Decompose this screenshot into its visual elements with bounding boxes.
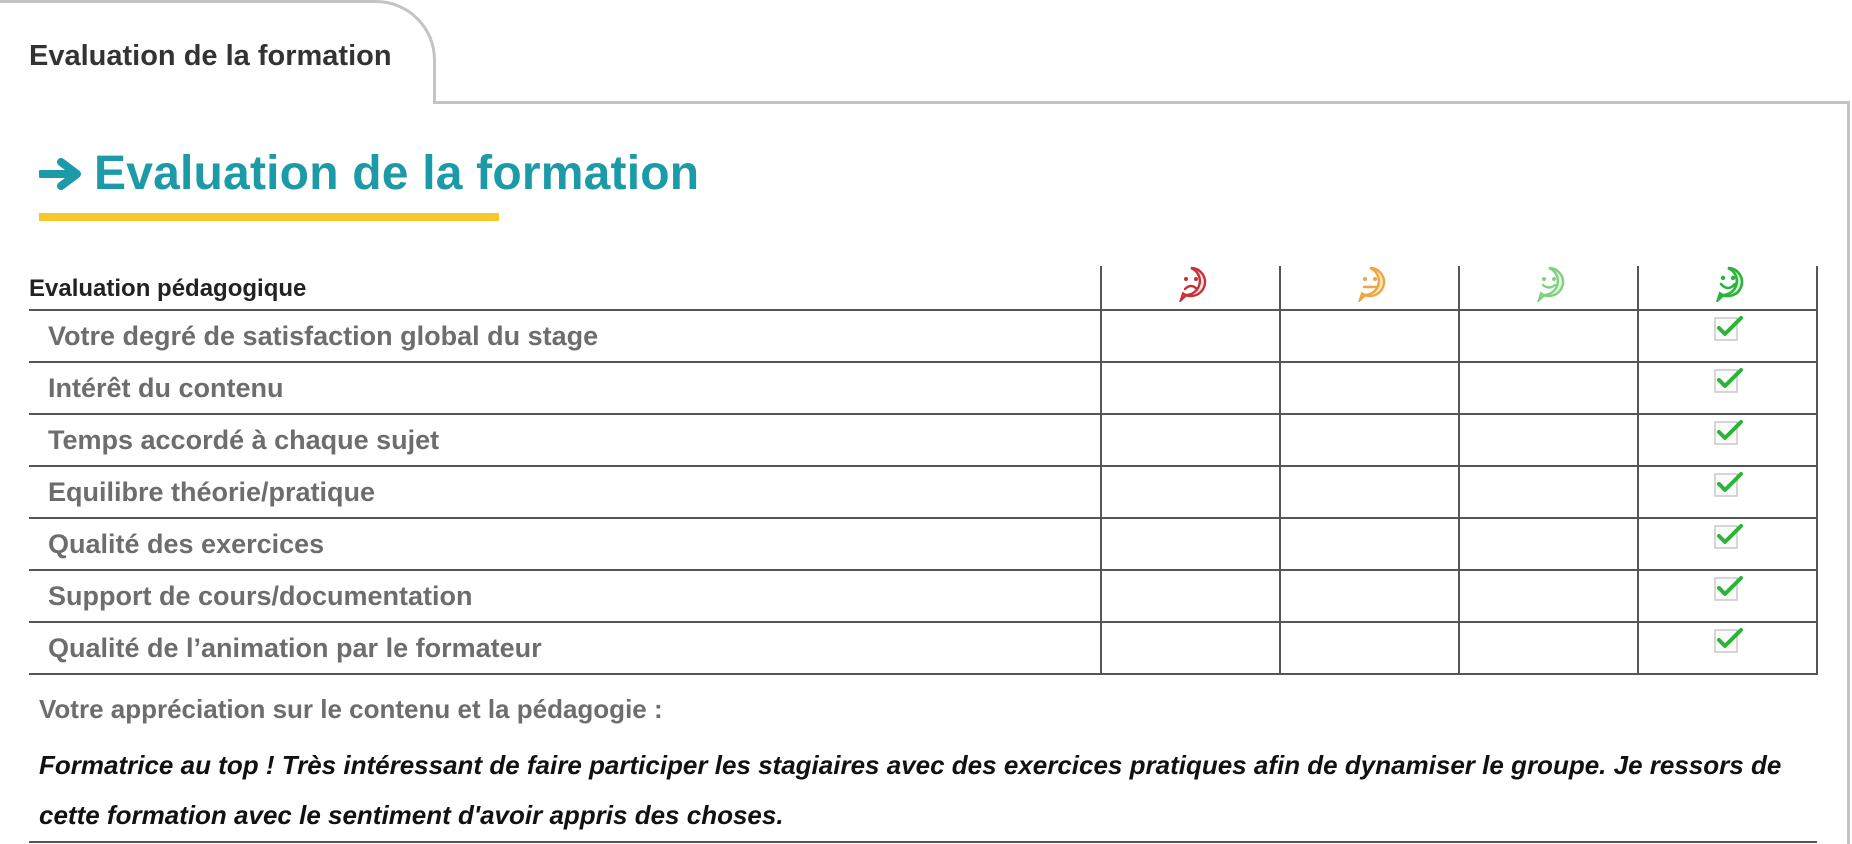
rating-cell-neutral[interactable]: [1280, 414, 1459, 466]
rating-cell-satisfied[interactable]: [1459, 362, 1638, 414]
checkbox-checked-icon: [1712, 521, 1744, 553]
rating-cell-satisfied[interactable]: [1459, 310, 1638, 362]
rating-cell-satisfied[interactable]: [1459, 570, 1638, 622]
criterion-label: Qualité de l’animation par le formateur: [29, 622, 1101, 674]
checkbox-checked-icon: [1712, 417, 1744, 449]
page-title: Evaluation de la formation: [94, 147, 700, 200]
criterion-label: Equilibre théorie/pratique: [29, 466, 1101, 518]
rating-header-neutral: [1280, 266, 1459, 310]
rating-cell-very-dissatisfied[interactable]: [1101, 362, 1280, 414]
rating-cell-satisfied[interactable]: [1459, 414, 1638, 466]
table-row: [29, 362, 1817, 414]
table-row: [29, 622, 1817, 674]
criterion-label: Qualité des exercices: [29, 518, 1101, 570]
rating-cell-very-dissatisfied[interactable]: [1101, 622, 1280, 674]
rating-cell-very-satisfied[interactable]: [1638, 362, 1817, 414]
appreciation-label: Votre appréciation sur le contenu et la pédagogie :: [39, 694, 663, 724]
rating-header-satisfied: [1459, 266, 1638, 310]
criterion-label: Temps accordé à chaque sujet: [29, 414, 1101, 466]
rating-cell-neutral[interactable]: [1280, 622, 1459, 674]
rating-cell-neutral[interactable]: [1280, 310, 1459, 362]
checkbox-checked-icon: [1712, 313, 1744, 345]
table-row: [29, 310, 1817, 362]
rating-header-very-satisfied: [1638, 266, 1817, 310]
bottom-divider: [29, 841, 1817, 843]
appreciation-text: Formatrice au top ! Très intéressant de faire participer les stagiaires avec des exercices pratiques afin de dynamiser le groupe. Je ressors de cette formation avec le sentiment d'avoir appris des choses.: [39, 750, 1782, 830]
checkbox-checked-icon: [1712, 365, 1744, 397]
criterion-label: Intérêt du contenu: [29, 362, 1101, 414]
rating-cell-very-satisfied[interactable]: [1638, 622, 1817, 674]
rating-cell-very-dissatisfied[interactable]: [1101, 310, 1280, 362]
rating-cell-neutral[interactable]: [1280, 518, 1459, 570]
rating-cell-very-dissatisfied[interactable]: [1101, 570, 1280, 622]
checkbox-checked-icon: [1712, 469, 1744, 501]
happy-face-icon: [1712, 266, 1744, 302]
rating-cell-satisfied[interactable]: [1459, 518, 1638, 570]
rating-cell-very-dissatisfied[interactable]: [1101, 466, 1280, 518]
criterion-label: Support de cours/documentation: [29, 570, 1101, 622]
rating-cell-neutral[interactable]: [1280, 466, 1459, 518]
table-header-label: Evaluation pédagogique: [29, 275, 307, 302]
section-heading: [39, 146, 699, 201]
table-row: [29, 414, 1817, 466]
rating-cell-very-satisfied[interactable]: [1638, 570, 1817, 622]
table-row: [29, 570, 1817, 622]
smile-face-icon: [1533, 266, 1565, 302]
sad-face-icon: [1175, 266, 1207, 302]
checkbox-checked-icon: [1712, 573, 1744, 605]
rating-cell-very-satisfied[interactable]: [1638, 414, 1817, 466]
rating-cell-neutral[interactable]: [1280, 362, 1459, 414]
neutral-face-icon: [1354, 266, 1386, 302]
rating-cell-satisfied[interactable]: [1459, 622, 1638, 674]
rating-cell-neutral[interactable]: [1280, 570, 1459, 622]
title-underline: [39, 213, 499, 221]
tab-label: Evaluation de la formation: [29, 40, 392, 72]
rating-cell-very-satisfied[interactable]: [1638, 518, 1817, 570]
rating-cell-satisfied[interactable]: [1459, 466, 1638, 518]
table-row: [29, 518, 1817, 570]
rating-header-very-dissatisfied: [1101, 266, 1280, 310]
rating-cell-very-satisfied[interactable]: [1638, 466, 1817, 518]
rating-cell-very-dissatisfied[interactable]: [1101, 414, 1280, 466]
rating-cell-very-satisfied[interactable]: [1638, 310, 1817, 362]
criterion-label: Votre degré de satisfaction global du stage: [29, 310, 1101, 362]
arrow-right-icon: [39, 158, 83, 190]
evaluation-table: [29, 266, 1818, 675]
checkbox-checked-icon: [1712, 625, 1744, 657]
table-row: [29, 466, 1817, 518]
tab-evaluation[interactable]: [0, 0, 436, 104]
rating-cell-very-dissatisfied[interactable]: [1101, 518, 1280, 570]
